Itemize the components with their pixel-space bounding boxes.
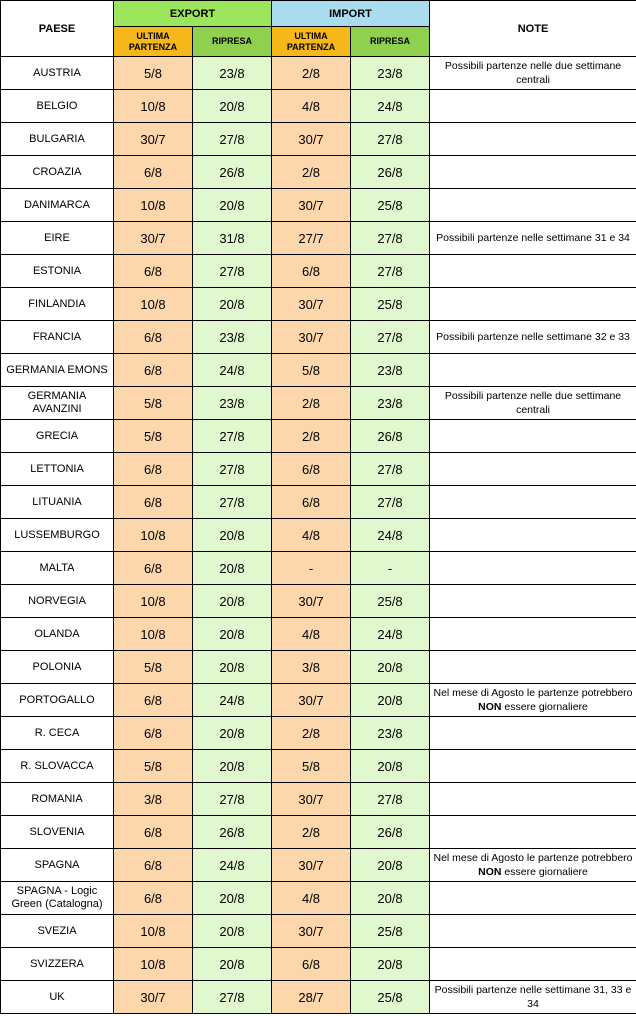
country-cell: GRECIA (1, 420, 114, 453)
country-cell: DANIMARCA (1, 189, 114, 222)
import-ultima-partenza-cell: 4/8 (272, 519, 351, 552)
import-ripresa-cell: - (351, 552, 430, 585)
import-ultima-partenza-cell: 3/8 (272, 651, 351, 684)
import-ultima-partenza-cell: 2/8 (272, 156, 351, 189)
import-ultima-partenza-cell: 4/8 (272, 618, 351, 651)
table-row (1, 189, 636, 222)
header-import-ultima-partenza: ULTIMA PARTENZA (272, 27, 351, 57)
export-ultima-partenza-cell: 10/8 (114, 189, 193, 222)
note-text: Nel mese di Agosto le partenze potrebbero (433, 852, 633, 864)
import-ultima-partenza-cell: 2/8 (272, 387, 351, 420)
table-row (1, 486, 636, 519)
import-ultima-partenza-cell: 30/7 (272, 915, 351, 948)
import-ultima-partenza-cell: 30/7 (272, 321, 351, 354)
table-row (1, 717, 636, 750)
import-ultima-partenza-cell: 28/7 (272, 981, 351, 1014)
export-ultima-partenza-cell: 6/8 (114, 816, 193, 849)
table-row (1, 90, 636, 123)
export-ripresa-cell: 24/8 (193, 849, 272, 882)
table-row (1, 255, 636, 288)
export-ultima-partenza-cell: 10/8 (114, 519, 193, 552)
table-row (1, 981, 636, 1014)
note-cell (430, 783, 636, 816)
export-ripresa-cell: 31/8 (193, 222, 272, 255)
note-cell (430, 255, 636, 288)
note-emphasis: NON (478, 866, 502, 878)
export-ultima-partenza-cell: 30/7 (114, 123, 193, 156)
import-ripresa-cell: 20/8 (351, 948, 430, 981)
export-ultima-partenza-cell: 10/8 (114, 618, 193, 651)
import-ultima-partenza-cell: 2/8 (272, 717, 351, 750)
export-ripresa-cell: 23/8 (193, 387, 272, 420)
table-row (1, 222, 636, 255)
import-ultima-partenza-cell: 6/8 (272, 948, 351, 981)
note-cell (430, 519, 636, 552)
import-ripresa-cell: 24/8 (351, 519, 430, 552)
note-cell (430, 684, 636, 717)
table-row (1, 387, 636, 420)
table-row (1, 651, 636, 684)
country-cell: LITUANIA (1, 486, 114, 519)
note-cell (430, 816, 636, 849)
export-ripresa-cell: 23/8 (193, 321, 272, 354)
import-ultima-partenza-cell: 30/7 (272, 123, 351, 156)
export-ripresa-cell: 20/8 (193, 585, 272, 618)
country-cell: ROMANIA (1, 783, 114, 816)
export-ripresa-cell: 23/8 (193, 57, 272, 90)
country-cell: UK (1, 981, 114, 1014)
import-ultima-partenza-cell: 2/8 (272, 57, 351, 90)
import-ultima-partenza-cell: 2/8 (272, 420, 351, 453)
import-ripresa-cell: 26/8 (351, 156, 430, 189)
import-ripresa-cell: 20/8 (351, 750, 430, 783)
header-export-ultima-partenza: ULTIMA PARTENZA (114, 27, 193, 57)
export-ripresa-cell: 20/8 (193, 750, 272, 783)
import-ripresa-cell: 23/8 (351, 57, 430, 90)
export-ripresa-cell: 20/8 (193, 651, 272, 684)
header-import-ripresa: RIPRESA (351, 27, 430, 57)
export-ripresa-cell: 20/8 (193, 948, 272, 981)
import-ultima-partenza-cell: 30/7 (272, 585, 351, 618)
table-row (1, 915, 636, 948)
table-row (1, 354, 636, 387)
note-cell: Possibili partenze nelle due settimane centrali (430, 387, 636, 420)
import-ripresa-cell: 23/8 (351, 354, 430, 387)
import-ultima-partenza-cell: 30/7 (272, 684, 351, 717)
export-ripresa-cell: 27/8 (193, 486, 272, 519)
country-cell: LUSSEMBURGO (1, 519, 114, 552)
import-ultima-partenza-cell: 5/8 (272, 750, 351, 783)
export-ripresa-cell: 27/8 (193, 453, 272, 486)
export-ripresa-cell: 27/8 (193, 981, 272, 1014)
country-cell: SVIZZERA (1, 948, 114, 981)
export-ripresa-cell: 20/8 (193, 90, 272, 123)
note-emphasis: NON (478, 701, 502, 713)
export-ripresa-cell: 27/8 (193, 783, 272, 816)
import-ultima-partenza-cell: 2/8 (272, 816, 351, 849)
country-cell: POLONIA (1, 651, 114, 684)
import-ripresa-cell: 27/8 (351, 222, 430, 255)
note-cell (430, 123, 636, 156)
import-ultima-partenza-cell: 4/8 (272, 882, 351, 915)
table-row (1, 684, 636, 717)
note-cell (430, 618, 636, 651)
export-ripresa-cell: 20/8 (193, 882, 272, 915)
table-row (1, 783, 636, 816)
table-row (1, 453, 636, 486)
import-ripresa-cell: 23/8 (351, 387, 430, 420)
import-ultima-partenza-cell: 6/8 (272, 453, 351, 486)
export-ultima-partenza-cell: 6/8 (114, 486, 193, 519)
export-ultima-partenza-cell: 30/7 (114, 222, 193, 255)
import-ultima-partenza-cell: 5/8 (272, 354, 351, 387)
table-row (1, 321, 636, 354)
import-ripresa-cell: 25/8 (351, 288, 430, 321)
import-ultima-partenza-cell: 30/7 (272, 288, 351, 321)
table-row (1, 123, 636, 156)
table-row (1, 552, 636, 585)
country-cell: FINLANDIA (1, 288, 114, 321)
export-ultima-partenza-cell: 3/8 (114, 783, 193, 816)
export-ultima-partenza-cell: 6/8 (114, 882, 193, 915)
note-cell: Possibili partenze nelle settimane 31, 33 e 34 (430, 981, 636, 1014)
note-cell (430, 420, 636, 453)
note-cell (430, 915, 636, 948)
country-cell: SPAGNA - Logic Green (Catalogna) (1, 882, 114, 915)
export-ultima-partenza-cell: 5/8 (114, 387, 193, 420)
note-cell (430, 156, 636, 189)
country-cell: FRANCIA (1, 321, 114, 354)
export-ripresa-cell: 20/8 (193, 189, 272, 222)
note-cell (430, 651, 636, 684)
import-ripresa-cell: 25/8 (351, 915, 430, 948)
country-cell: CROAZIA (1, 156, 114, 189)
import-ripresa-cell: 27/8 (351, 321, 430, 354)
import-ripresa-cell: 27/8 (351, 453, 430, 486)
export-ultima-partenza-cell: 30/7 (114, 981, 193, 1014)
country-cell: BELGIO (1, 90, 114, 123)
export-ultima-partenza-cell: 10/8 (114, 288, 193, 321)
import-ripresa-cell: 27/8 (351, 123, 430, 156)
export-ultima-partenza-cell: 6/8 (114, 453, 193, 486)
note-text: essere giornaliere (501, 866, 588, 878)
note-cell (430, 585, 636, 618)
table-row (1, 519, 636, 552)
import-ultima-partenza-cell: - (272, 552, 351, 585)
import-ultima-partenza-cell: 4/8 (272, 90, 351, 123)
import-ripresa-cell: 24/8 (351, 90, 430, 123)
table-row (1, 948, 636, 981)
export-ultima-partenza-cell: 10/8 (114, 585, 193, 618)
note-text: essere giornaliere (501, 701, 588, 713)
import-ultima-partenza-cell: 30/7 (272, 189, 351, 222)
note-cell (430, 288, 636, 321)
export-ultima-partenza-cell: 5/8 (114, 420, 193, 453)
country-cell: PORTOGALLO (1, 684, 114, 717)
note-cell (430, 189, 636, 222)
table-row (1, 420, 636, 453)
country-cell: R. SLOVACCA (1, 750, 114, 783)
export-ripresa-cell: 20/8 (193, 618, 272, 651)
country-cell: ESTONIA (1, 255, 114, 288)
import-ripresa-cell: 25/8 (351, 585, 430, 618)
export-ripresa-cell: 27/8 (193, 123, 272, 156)
note-cell: Possibili partenze nelle settimane 32 e 33 (430, 321, 636, 354)
table-row (1, 816, 636, 849)
note-cell (430, 453, 636, 486)
table-row (1, 585, 636, 618)
note-cell: Possibili partenze nelle settimane 31 e 34 (430, 222, 636, 255)
table-row (1, 288, 636, 321)
import-ripresa-cell: 26/8 (351, 420, 430, 453)
table-row (1, 849, 636, 882)
import-ripresa-cell: 25/8 (351, 189, 430, 222)
import-ultima-partenza-cell: 30/7 (272, 849, 351, 882)
note-cell (430, 882, 636, 915)
export-ultima-partenza-cell: 6/8 (114, 321, 193, 354)
table-row (1, 57, 636, 90)
header-export: EXPORT (114, 1, 272, 27)
note-cell (430, 90, 636, 123)
export-ultima-partenza-cell: 6/8 (114, 849, 193, 882)
header-note: NOTE (430, 1, 636, 57)
note-cell (430, 552, 636, 585)
import-ripresa-cell: 20/8 (351, 882, 430, 915)
table-row (1, 618, 636, 651)
export-ultima-partenza-cell: 5/8 (114, 750, 193, 783)
import-ripresa-cell: 20/8 (351, 651, 430, 684)
country-cell: AUSTRIA (1, 57, 114, 90)
export-ripresa-cell: 27/8 (193, 420, 272, 453)
country-cell: GERMANIA EMONS (1, 354, 114, 387)
country-cell: LETTONIA (1, 453, 114, 486)
export-ripresa-cell: 24/8 (193, 684, 272, 717)
note-cell (430, 354, 636, 387)
export-ultima-partenza-cell: 6/8 (114, 354, 193, 387)
country-cell: SVEZIA (1, 915, 114, 948)
export-ripresa-cell: 24/8 (193, 354, 272, 387)
import-ripresa-cell: 20/8 (351, 684, 430, 717)
export-ripresa-cell: 27/8 (193, 255, 272, 288)
note-cell (430, 750, 636, 783)
export-ripresa-cell: 20/8 (193, 717, 272, 750)
import-ultima-partenza-cell: 30/7 (272, 783, 351, 816)
country-cell: R. CECA (1, 717, 114, 750)
import-ultima-partenza-cell: 27/7 (272, 222, 351, 255)
header-paese: PAESE (1, 1, 114, 57)
country-cell: NORVEGIA (1, 585, 114, 618)
import-ripresa-cell: 27/8 (351, 255, 430, 288)
export-ripresa-cell: 20/8 (193, 288, 272, 321)
export-ripresa-cell: 20/8 (193, 552, 272, 585)
note-cell (430, 849, 636, 882)
note-cell (430, 948, 636, 981)
header-export-ripresa: RIPRESA (193, 27, 272, 57)
country-cell: SLOVENIA (1, 816, 114, 849)
note-text: Nel mese di Agosto le partenze potrebbero (433, 687, 633, 699)
export-ultima-partenza-cell: 5/8 (114, 651, 193, 684)
import-ultima-partenza-cell: 6/8 (272, 255, 351, 288)
export-ripresa-cell: 20/8 (193, 519, 272, 552)
export-ultima-partenza-cell: 6/8 (114, 684, 193, 717)
export-ultima-partenza-cell: 5/8 (114, 57, 193, 90)
import-ripresa-cell: 23/8 (351, 717, 430, 750)
country-cell: BULGARIA (1, 123, 114, 156)
table-row (1, 156, 636, 189)
import-ripresa-cell: 20/8 (351, 849, 430, 882)
export-ripresa-cell: 20/8 (193, 915, 272, 948)
import-ripresa-cell: 25/8 (351, 981, 430, 1014)
export-ultima-partenza-cell: 6/8 (114, 156, 193, 189)
export-ripresa-cell: 26/8 (193, 156, 272, 189)
export-ultima-partenza-cell: 10/8 (114, 915, 193, 948)
country-cell: EIRE (1, 222, 114, 255)
country-cell: GERMANIA AVANZINI (1, 387, 114, 420)
country-cell: MALTA (1, 552, 114, 585)
import-ripresa-cell: 24/8 (351, 618, 430, 651)
export-ultima-partenza-cell: 10/8 (114, 90, 193, 123)
export-ultima-partenza-cell: 6/8 (114, 255, 193, 288)
table-row (1, 882, 636, 915)
export-ultima-partenza-cell: 10/8 (114, 948, 193, 981)
note-cell (430, 486, 636, 519)
country-cell: SPAGNA (1, 849, 114, 882)
export-ultima-partenza-cell: 6/8 (114, 552, 193, 585)
note-cell (430, 717, 636, 750)
note-cell: Possibili partenze nelle due settimane centrali (430, 57, 636, 90)
export-ripresa-cell: 26/8 (193, 816, 272, 849)
export-ultima-partenza-cell: 6/8 (114, 717, 193, 750)
table-row (1, 750, 636, 783)
header-import: IMPORT (272, 1, 430, 27)
import-ripresa-cell: 26/8 (351, 816, 430, 849)
country-cell: OLANDA (1, 618, 114, 651)
import-ultima-partenza-cell: 6/8 (272, 486, 351, 519)
import-ripresa-cell: 27/8 (351, 486, 430, 519)
import-ripresa-cell: 27/8 (351, 783, 430, 816)
